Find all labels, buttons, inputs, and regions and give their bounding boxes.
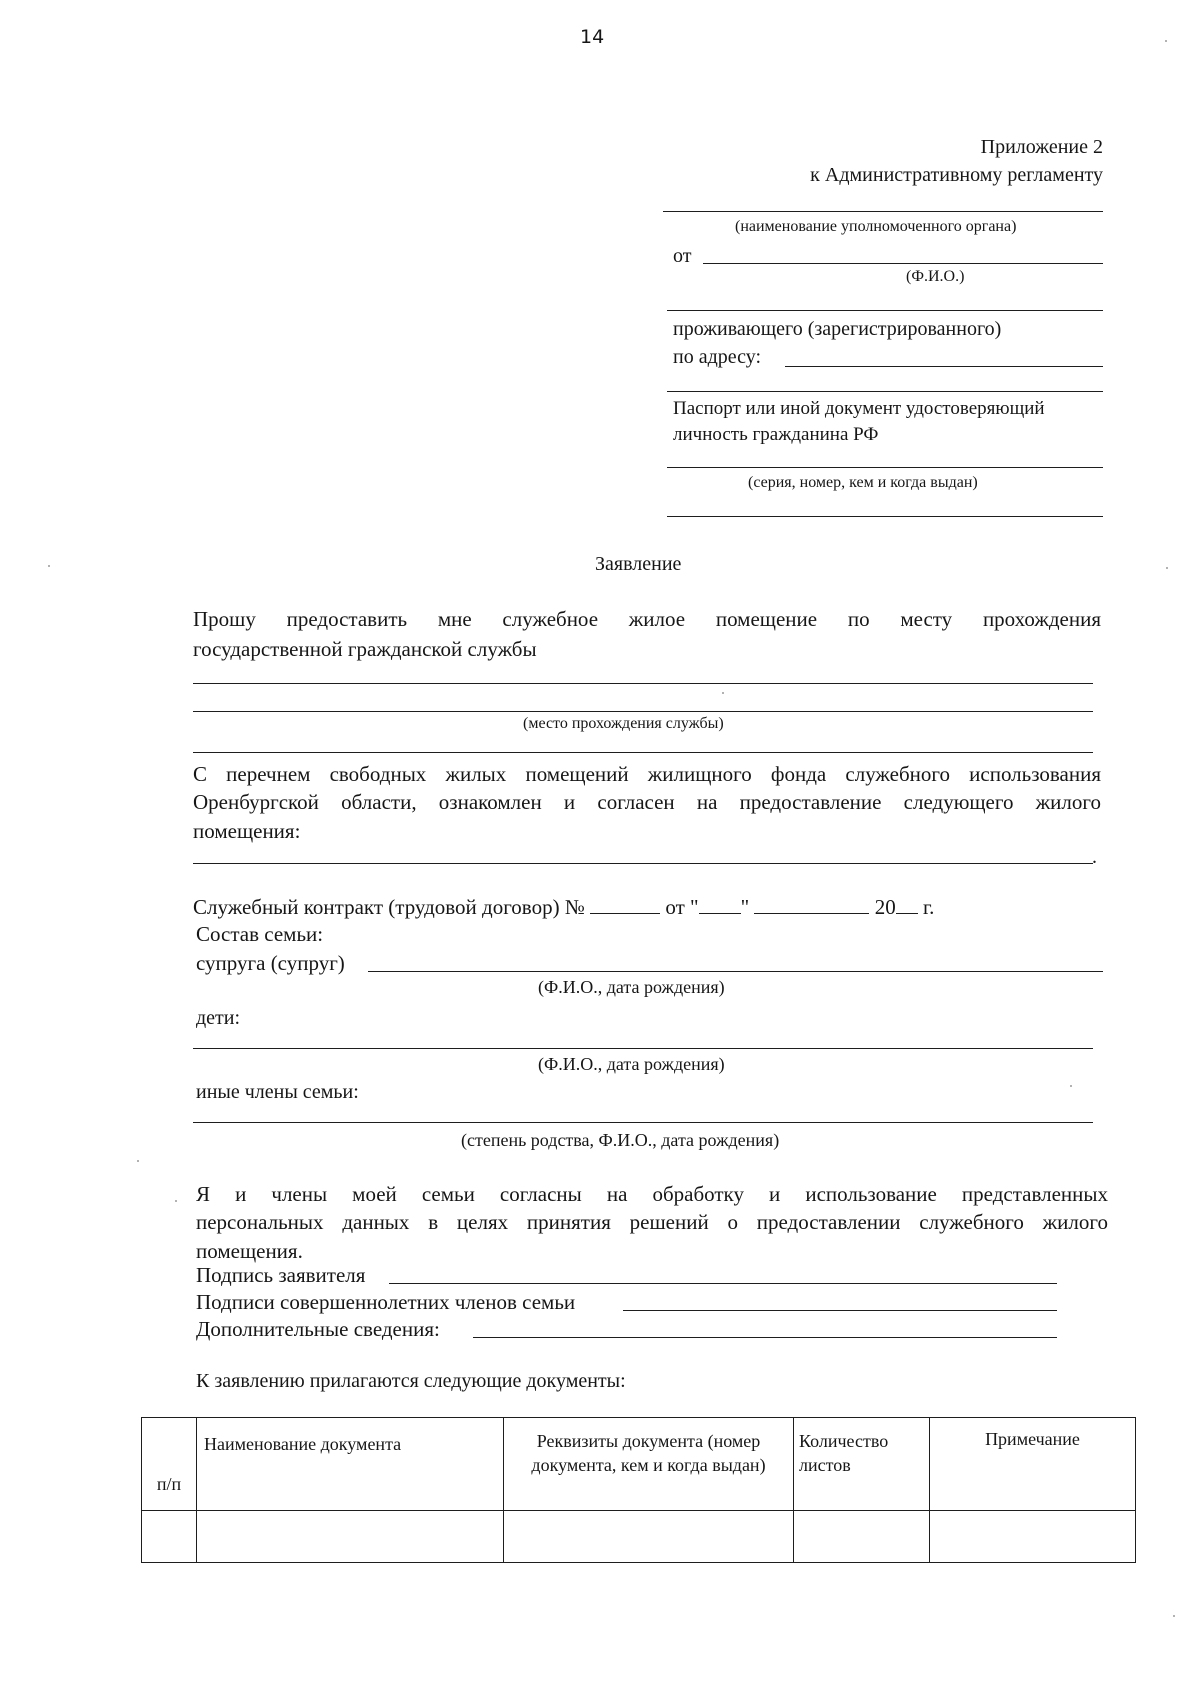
acquainted-line-2: Оренбургской области, ознакомлен и согласен на предоставление следующего жилого bbox=[193, 790, 1101, 814]
contract-number-field[interactable] bbox=[590, 896, 660, 914]
scan-speck bbox=[1173, 1615, 1175, 1617]
consent-line-2: персональных данных в целях принятия решений о предоставлении служебного жилого bbox=[196, 1210, 1108, 1234]
adults-signature-label: Подписи совершеннолетних членов семьи bbox=[196, 1290, 576, 1314]
service-caption: (место прохождения службы) bbox=[523, 715, 724, 732]
attachments-intro: К заявлению прилагаются следующие документы: bbox=[196, 1370, 626, 1392]
others-caption: (степень родства, Ф.И.О., дата рождения) bbox=[461, 1130, 780, 1150]
appendix-label: Приложение 2 bbox=[980, 136, 1103, 158]
contract-from-label: от bbox=[665, 895, 685, 919]
address-label: по адресу: bbox=[673, 346, 762, 368]
header-note: Примечание bbox=[930, 1418, 1136, 1511]
scan-speck bbox=[1165, 40, 1167, 42]
adults-signature-line[interactable] bbox=[623, 1310, 1057, 1311]
applicant-signature-line[interactable] bbox=[389, 1283, 1057, 1284]
header-document-name: Наименование документа bbox=[197, 1418, 504, 1511]
acquainted-line-1: С перечнем свободных жилых помещений жилищного фонда служебного использования bbox=[193, 762, 1101, 786]
table-cell[interactable] bbox=[794, 1511, 930, 1563]
contract-month-field[interactable] bbox=[754, 896, 869, 914]
passport-label-1: Паспорт или иной документ удостоверяющий bbox=[673, 398, 1045, 419]
from-fio-line[interactable] bbox=[703, 263, 1103, 264]
authority-line[interactable] bbox=[663, 211, 1103, 212]
quote-open: " bbox=[690, 895, 699, 919]
consent-line-3: помещения. bbox=[196, 1239, 303, 1263]
contract-row bbox=[193, 895, 934, 920]
contract-day-field[interactable] bbox=[699, 896, 741, 914]
family-composition-label: Состав семьи: bbox=[196, 922, 324, 946]
quote-close: " bbox=[740, 895, 750, 919]
residing-label: проживающего (зарегистрированного) bbox=[673, 318, 1002, 340]
header-number: п/п bbox=[142, 1418, 197, 1511]
passport-caption: (серия, номер, кем и когда выдан) bbox=[748, 474, 978, 491]
premises-line[interactable] bbox=[193, 863, 1093, 864]
authority-caption: (наименование уполномоченного органа) bbox=[735, 218, 1017, 235]
others-line[interactable] bbox=[193, 1122, 1093, 1123]
passport-label-2: личность гражданина РФ bbox=[673, 424, 879, 445]
children-caption: (Ф.И.О., дата рождения) bbox=[538, 1054, 725, 1074]
premises-end-mark: . bbox=[1092, 846, 1097, 868]
document-title: Заявление bbox=[595, 553, 682, 575]
scan-speck bbox=[1166, 567, 1168, 569]
applicant-signature-label: Подпись заявителя bbox=[196, 1263, 366, 1287]
service-line-1[interactable] bbox=[193, 683, 1093, 684]
acquainted-line-3: помещения: bbox=[193, 819, 301, 843]
attachments-table bbox=[141, 1417, 1136, 1563]
year-prefix: 20 bbox=[874, 895, 896, 919]
children-line[interactable] bbox=[193, 1048, 1093, 1049]
scan-speck bbox=[137, 1160, 139, 1162]
request-line-1: Прошу предоставить мне служебное жилое помещение по месту прохождения bbox=[193, 607, 1101, 631]
contract-year-field[interactable] bbox=[896, 896, 918, 914]
table-header-row bbox=[142, 1418, 1136, 1511]
spouse-caption: (Ф.И.О., дата рождения) bbox=[538, 977, 725, 997]
scan-speck bbox=[1070, 1085, 1072, 1087]
service-line-2[interactable] bbox=[193, 711, 1093, 712]
scan-speck bbox=[48, 565, 50, 567]
table-cell[interactable] bbox=[142, 1511, 197, 1563]
consent-line-1: Я и члены моей семьи согласны на обработку и использование представленных bbox=[196, 1182, 1108, 1206]
table-cell[interactable] bbox=[930, 1511, 1136, 1563]
fio-second-line[interactable] bbox=[667, 310, 1103, 311]
children-label: дети: bbox=[196, 1007, 241, 1029]
year-suffix: г. bbox=[922, 895, 935, 919]
others-label: иные члены семьи: bbox=[196, 1081, 359, 1103]
header-document-details: Реквизиты документа (номер документа, кем и когда выдан) bbox=[504, 1418, 794, 1511]
page-number: 14 bbox=[580, 26, 605, 48]
contract-label: Служебный контракт (трудовой договор) № bbox=[193, 895, 585, 919]
scan-speck bbox=[175, 1200, 177, 1202]
service-line-3[interactable] bbox=[193, 752, 1093, 753]
address-line[interactable] bbox=[785, 366, 1103, 367]
additional-info-line[interactable] bbox=[473, 1337, 1057, 1338]
additional-info-label: Дополнительные сведения: bbox=[196, 1317, 440, 1341]
passport-line[interactable] bbox=[667, 467, 1103, 468]
table-cell[interactable] bbox=[504, 1511, 794, 1563]
spouse-line[interactable] bbox=[368, 971, 1103, 972]
from-label: от bbox=[673, 245, 692, 267]
scan-speck bbox=[722, 692, 724, 694]
regulation-label: к Административному регламенту bbox=[810, 164, 1103, 186]
passport-second-line[interactable] bbox=[667, 516, 1103, 517]
table-row bbox=[142, 1511, 1136, 1563]
header-sheet-count: Количество листов bbox=[794, 1418, 930, 1511]
fio-caption: (Ф.И.О.) bbox=[906, 268, 965, 285]
address-second-line[interactable] bbox=[667, 391, 1103, 392]
spouse-label: супруга (супруг) bbox=[196, 951, 345, 975]
table-cell[interactable] bbox=[197, 1511, 504, 1563]
request-line-2: государственной гражданской службы bbox=[193, 637, 537, 661]
